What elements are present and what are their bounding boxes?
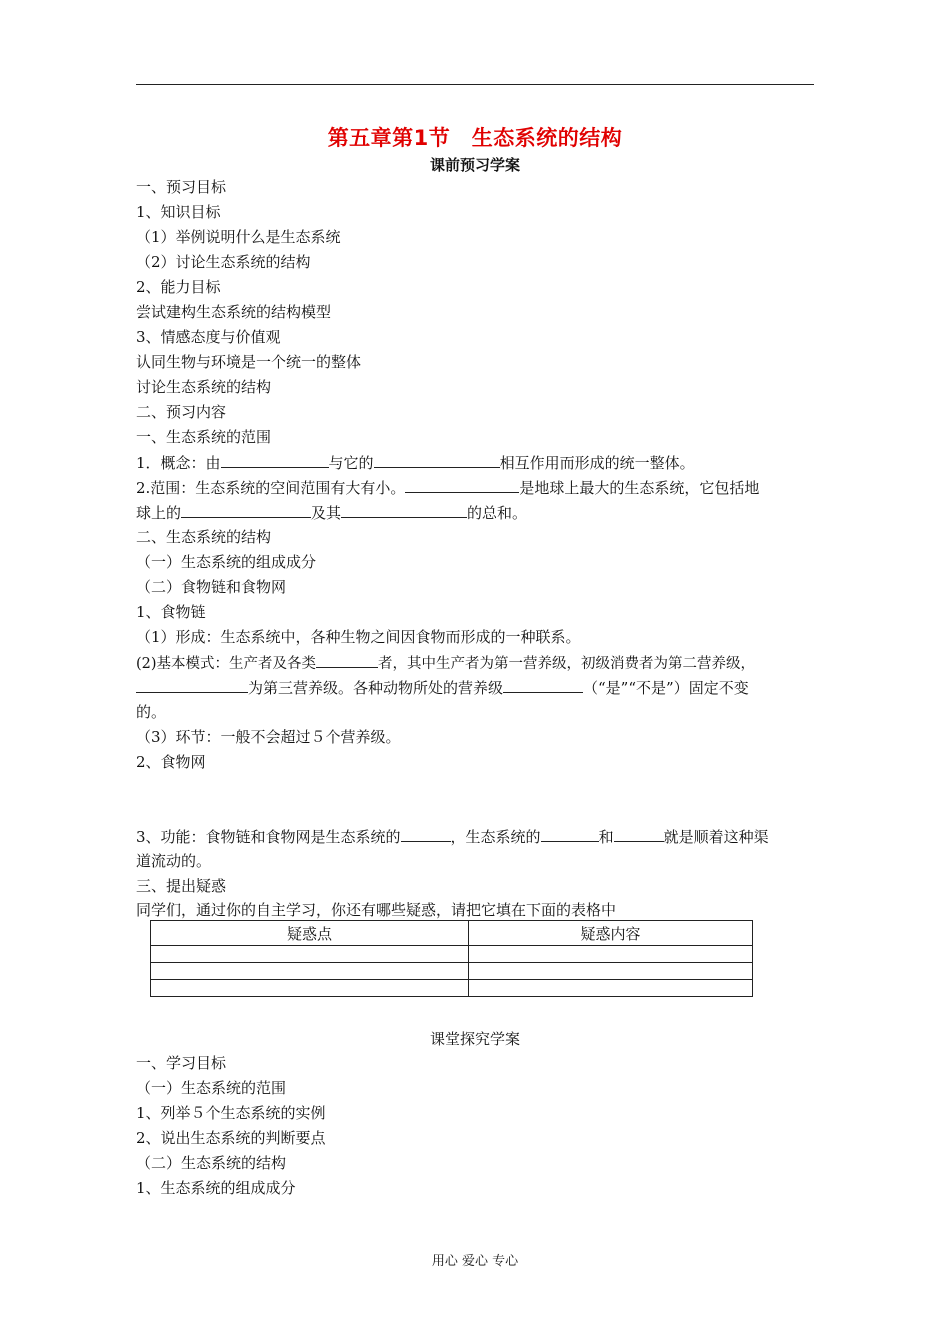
column-header: 疑惑内容 xyxy=(469,921,753,946)
text-line: 1、列举５个生态系统的实例 xyxy=(136,1104,326,1122)
text-line: 2、食物网 xyxy=(136,753,206,771)
text-line: 讨论生态系统的结构 xyxy=(136,378,272,396)
text-line: 1、知识目标 xyxy=(136,203,221,221)
column-header: 疑惑点 xyxy=(151,921,469,946)
table-cell[interactable] xyxy=(469,963,753,980)
blank[interactable] xyxy=(341,502,467,518)
text-line: 2、能力目标 xyxy=(136,278,221,296)
text-line: 1、生态系统的组成成分 xyxy=(136,1179,296,1197)
text-line: （二）生态系统的结构 xyxy=(136,1154,287,1172)
blank[interactable] xyxy=(401,826,451,842)
text-line: 3、情感态度与价值观 xyxy=(136,328,281,346)
scope-line: 2.范围：生态系统的空间范围有大有小。 是地球上最大的生态系统，它包括地 xyxy=(136,479,760,497)
header-rule xyxy=(136,84,814,85)
text-line: 的。 xyxy=(136,703,167,721)
mode-line: (2)基本模式：生产者及各类 者，其中生产者为第一营养级，初级消费者为第二营养级， xyxy=(136,652,755,674)
text-line: 一、生态系统的范围 xyxy=(136,428,272,446)
blank[interactable] xyxy=(181,502,311,518)
text-line: 一、预习目标 xyxy=(136,178,227,196)
text-line: （3）环节：一般不会超过５个营养级。 xyxy=(136,728,401,746)
function-line: 3、功能：食物链和食物网是生态系统的 ，生态系统的 和 就是顺着这种渠 xyxy=(136,828,769,846)
text-line: 认同生物与环境是一个统一的整体 xyxy=(136,353,362,371)
blank[interactable] xyxy=(503,677,583,693)
text-line: 二、预习内容 xyxy=(136,403,227,421)
table-cell[interactable] xyxy=(469,946,753,963)
section-title: 课堂探究学案 xyxy=(429,1030,520,1048)
text-line: （2）讨论生态系统的结构 xyxy=(136,253,311,271)
page-footer: 用心 爱心 专心 xyxy=(431,1254,519,1269)
blank[interactable] xyxy=(136,677,248,693)
table-header-row xyxy=(151,921,753,946)
text-line: 2、说出生态系统的判断要点 xyxy=(136,1129,326,1147)
blank[interactable] xyxy=(541,826,599,842)
table-cell[interactable] xyxy=(151,963,469,980)
table-intro: 同学们，通过你的自主学习，你还有哪些疑惑，请把它填在下面的表格中 xyxy=(136,901,617,919)
section-heading: 三、提出疑惑 xyxy=(136,877,227,895)
text-line: （1）形成：生态系统中，各种生物之间因食物而形成的一种联系。 xyxy=(136,628,581,646)
blank[interactable] xyxy=(221,452,329,468)
page-subtitle: 课前预习学案 xyxy=(429,156,520,174)
text-line: （1）举例说明什么是生态系统 xyxy=(136,228,341,246)
text-line: 二、生态系统的结构 xyxy=(136,528,272,546)
page-title: 第五章第1节 生态系统的结构 xyxy=(327,126,623,150)
table-row xyxy=(151,980,753,997)
mode-line: 为第三营养级。各种动物所处的营养级 （“是”“不是”）固定不变 xyxy=(136,677,749,698)
table-row xyxy=(151,946,753,963)
text-line: （一）生态系统的组成成分 xyxy=(136,553,317,571)
blank[interactable] xyxy=(374,452,500,468)
table-cell[interactable] xyxy=(469,980,753,997)
text-line: （一）生态系统的范围 xyxy=(136,1079,287,1097)
text-line: 尝试建构生态系统的结构模型 xyxy=(136,303,332,321)
blank[interactable] xyxy=(614,826,664,842)
text-line: （二）食物链和食物网 xyxy=(136,578,287,596)
blank[interactable] xyxy=(405,477,519,493)
text-line: 1、食物链 xyxy=(136,603,206,621)
doubts-table xyxy=(150,920,753,997)
text-line: 道流动的。 xyxy=(136,852,212,870)
table-cell[interactable] xyxy=(151,980,469,997)
table-row xyxy=(151,963,753,980)
blank[interactable] xyxy=(316,652,378,668)
concept-line: 1．概念：由 与它的 相互作用而形成的统一整体。 xyxy=(136,454,695,472)
scope-line: 球上的 及其 的总和。 xyxy=(136,504,528,522)
text-line: 一、学习目标 xyxy=(136,1054,227,1072)
table-cell[interactable] xyxy=(151,946,469,963)
